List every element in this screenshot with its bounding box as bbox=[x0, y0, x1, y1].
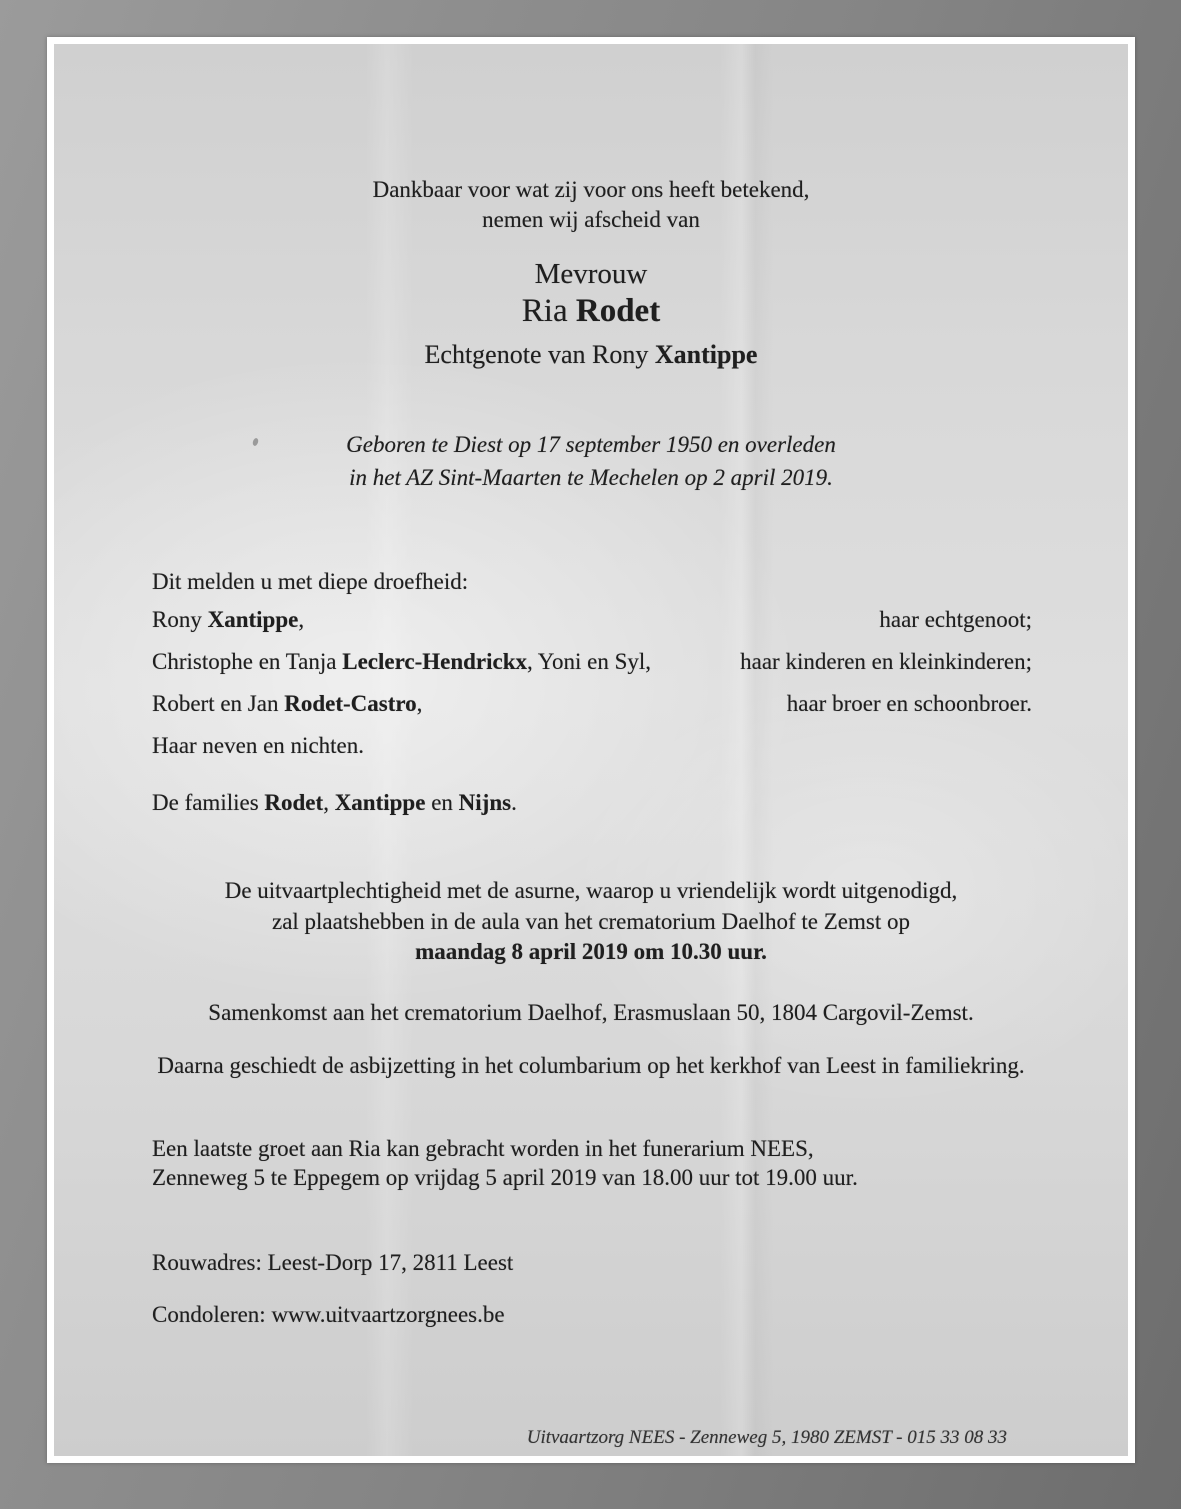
condolences-line: Condoleren: www.uitvaartzorgnees.be bbox=[152, 1302, 505, 1327]
families-prefix: De families bbox=[152, 790, 265, 815]
last-greeting-line-2: Zenneweg 5 te Eppegem op vrijdag 5 april 2019 van 18.00 uur tot 19.00 uur. bbox=[152, 1165, 858, 1190]
relative-name-bold: Rodet-Castro bbox=[284, 691, 417, 716]
opening-line-2: nemen wij afscheid van bbox=[482, 207, 700, 232]
ceremony-line-2: zal plaatshebben in de aula van het crematorium Daelhof te Zemst op bbox=[271, 908, 910, 934]
life-dates-line-1: Geboren te Diest op 17 september 1950 en overleden bbox=[346, 432, 836, 457]
families-line bbox=[152, 790, 1032, 816]
salutation: Mevrouw bbox=[534, 258, 648, 290]
family-name: Nijns bbox=[458, 790, 512, 815]
relative-name-plain: Christophe en Tanja bbox=[152, 649, 343, 674]
relative-names bbox=[152, 649, 651, 675]
relative-relation: haar echtgenoot; bbox=[879, 607, 1032, 632]
relative-row bbox=[152, 607, 1032, 633]
opening-line-1: Dankbaar voor wat zij voor ons heeft betekend, bbox=[372, 177, 810, 202]
deceased-name bbox=[54, 291, 1128, 331]
families-suffix: . bbox=[511, 790, 517, 815]
relative-row bbox=[152, 691, 1032, 717]
ceremony-line-1: De uitvaartplechtigheid met de asurne, waarop u vriendelijk wordt uitgenodigd, bbox=[224, 878, 958, 903]
spouse-last-name: Xantippe bbox=[654, 340, 758, 369]
ceremony-announcement bbox=[54, 876, 1128, 968]
relative-relation: haar broer en schoonbroer. bbox=[786, 691, 1032, 716]
families-separator: , bbox=[323, 790, 335, 815]
relative-names bbox=[152, 607, 304, 633]
relative-name-plain: Robert en Jan bbox=[152, 691, 285, 716]
mourning-address: Rouwadres: Leest-Dorp 17, 2811 Leest bbox=[152, 1250, 514, 1275]
relative-relation: haar kinderen en kleinkinderen; bbox=[740, 649, 1032, 674]
relative-name-bold: Xantippe bbox=[207, 607, 299, 632]
families-separator: en bbox=[425, 790, 459, 815]
life-dates-line-2: in het AZ Sint-Maarten te Mechelen op 2 april 2019. bbox=[349, 465, 833, 490]
spouse-line bbox=[54, 339, 1128, 371]
relative-name-bold: Leclerc-Hendrickx bbox=[342, 649, 528, 674]
card-content bbox=[54, 44, 1128, 1456]
family-name: Rodet bbox=[264, 790, 324, 815]
interment-line: Daarna geschiedt de asbijzetting in het columbarium op het kerkhof van Leest in familiekring. bbox=[157, 1053, 1025, 1078]
relative-row bbox=[152, 649, 1032, 675]
nephews-line: Haar neven en nichten. bbox=[152, 733, 365, 758]
relative-name-suffix: , bbox=[298, 607, 305, 632]
opening-lines bbox=[54, 175, 1128, 235]
announcement-intro: Dit melden u met diepe droefheid: bbox=[152, 569, 469, 594]
deceased-last-name: Rodet bbox=[575, 293, 661, 329]
memorial-card bbox=[47, 37, 1135, 1463]
relative-name-suffix: , Yoni en Syl, bbox=[527, 649, 652, 674]
relative-name-suffix: , bbox=[416, 691, 423, 716]
family-name: Xantippe bbox=[334, 790, 426, 815]
relative-names bbox=[152, 691, 422, 717]
life-dates bbox=[54, 428, 1128, 494]
deceased-first-name: Ria bbox=[521, 293, 576, 329]
last-greeting-line-1: Een laatste groet aan Ria kan gebracht worden in het funerarium NEES, bbox=[152, 1136, 814, 1161]
relative-name-plain: Rony bbox=[152, 607, 208, 632]
funeral-home-footer: Uitvaartzorg NEES - Zenneweg 5, 1980 ZEMST - 015 33 08 33 bbox=[526, 1427, 1007, 1448]
gathering-line: Samenkomst aan het crematorium Daelhof, Erasmuslaan 50, 1804 Cargovil-Zemst. bbox=[208, 1000, 974, 1025]
ceremony-datetime: maandag 8 april 2019 om 10.30 uur. bbox=[415, 939, 767, 964]
spouse-prefix: Echtgenote van Rony bbox=[424, 340, 655, 369]
last-greeting bbox=[152, 1134, 1032, 1192]
relatives-list bbox=[152, 607, 1032, 733]
